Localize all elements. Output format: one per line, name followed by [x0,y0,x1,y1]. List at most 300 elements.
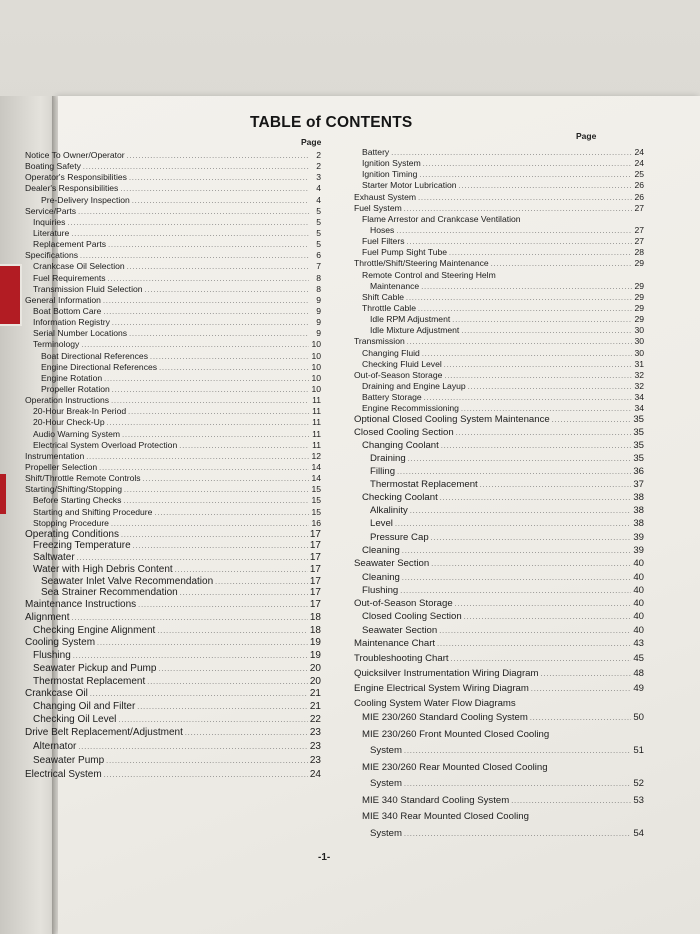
toc-entry-page: 39 [633,531,644,543]
toc-entry [354,668,644,683]
toc-entry [354,585,644,598]
dot-leader [437,641,631,648]
toc-entry-title: Engine Rotation [41,372,103,383]
toc-entry [25,576,321,588]
toc-entry-title: 20-Hour Break-In Period [33,406,127,417]
toc-entry-page: 23 [309,726,321,738]
toc-entry [354,158,644,169]
dot-leader [103,309,309,316]
toc-entry-title: Changing Coolant [362,440,439,452]
dot-leader [530,715,631,722]
toc-entry-page: 10 [311,383,321,394]
toc-entry [354,558,644,571]
toc-entry-title: Thermostat Replacement [33,675,146,687]
dot-leader [396,228,632,235]
toc-entry-title: Flame Arrestor and Crankcase Ventilation [362,213,521,224]
toc-entry [25,727,321,741]
dot-leader [215,579,308,586]
toc-entry-page: 9 [316,317,321,328]
toc-entry-title: Checking Coolant [362,491,438,503]
dot-leader [185,730,308,737]
toc-entry [354,778,644,795]
toc-entry-title: Seawater Section [362,624,438,636]
toc-entry-title: Seawater Inlet Valve Recommendation [41,575,214,587]
toc-entry [354,518,644,531]
toc-entry [25,676,321,689]
toc-entry-page: 8 [316,283,321,294]
toc-entry-page: 14 [311,473,321,484]
toc-entry [25,564,321,576]
toc-entry-page: 11 [312,395,321,406]
dot-leader [154,510,309,517]
toc-entry-page: 39 [633,544,644,556]
toc-entry-page: 23 [309,754,321,766]
toc-entry-title: Operator's Responsibilities [25,172,127,183]
toc-entry-title: Checking Fluid Level [362,358,442,369]
dot-leader [444,373,632,380]
dot-leader [175,567,308,574]
toc-entry [25,351,321,362]
toc-entry [354,225,644,236]
dot-leader [107,420,309,427]
dot-leader [444,362,632,369]
toc-entry [25,429,321,440]
dot-leader [127,153,309,160]
toc-entry [25,328,321,339]
toc-entry-title: Ignition Timing [362,169,418,180]
toc-entry-page: 29 [634,291,644,302]
dot-leader [455,601,632,608]
dot-leader [431,535,632,542]
dot-leader [77,555,308,562]
toc-entry-title: Alignment [25,611,70,623]
toc-entry [25,529,321,541]
toc-entry-page: 38 [633,518,644,530]
toc-entry [354,532,644,545]
toc-entry-title: Ignition System [362,158,421,169]
toc-entry [25,650,321,663]
toc-entry-page: 27 [634,236,644,247]
dot-leader [111,521,309,528]
dot-leader [407,339,632,346]
toc-entry-page: 15 [311,495,321,506]
toc-entry-page: 19 [309,637,321,649]
toc-entry-page: 11 [312,439,321,450]
dot-leader [104,772,308,779]
toc-entry-page: 2 [316,150,321,160]
toc-entry-page: 5 [316,205,321,216]
toc-entry-page: 40 [633,611,644,623]
toc-entry-page: 22 [309,714,321,726]
toc-entry-page: 17 [309,552,321,564]
toc-entry-title: Checking Engine Alignment [33,624,156,636]
toc-entry-page: 37 [633,478,644,490]
dot-leader [78,744,308,751]
toc-entry-title: Throttle Cable [362,302,416,313]
toc-entry-page: 16 [311,517,321,528]
dot-leader [120,186,309,193]
toc-entry-title: Replacement Parts [33,239,107,250]
toc-entry-page: 23 [309,740,321,752]
toc-entry [25,518,321,529]
toc-entry [354,466,644,479]
dot-leader [423,161,632,168]
toc-entry [25,714,321,727]
dot-leader [419,172,632,179]
toc-entry-page: 24 [634,147,644,157]
toc-entry [354,403,644,414]
toc-entry-page: 20 [309,662,321,674]
toc-entry-title: Out-of-Season Storage [354,369,443,380]
toc-entry [354,169,644,180]
toc-entry-title: Engine Recommissioning [362,403,459,414]
dot-leader [441,443,632,450]
toc-entry-page: 5 [316,227,321,238]
dot-leader [73,653,308,660]
dot-leader [511,798,631,805]
red-edge-marker [0,474,6,514]
dot-leader [118,717,308,724]
toc-entry [354,370,644,381]
toc-entry [354,203,644,214]
toc-entry [25,250,321,261]
toc-entry [354,762,644,779]
toc-entry-title: Cooling System [25,637,96,649]
dot-leader [103,298,309,305]
toc-entry-page: 10 [311,361,321,372]
dot-leader [83,164,309,171]
toc-entry-title: MIE 230/260 Rear Mounted Closed Cooling [362,761,548,773]
dot-leader [422,351,632,358]
dot-leader [449,250,632,257]
toc-entry [25,317,321,328]
toc-entry-title: Serial Number Locations [33,328,128,339]
toc-entry-page: 18 [309,611,321,623]
toc-entry-page: 40 [633,584,644,596]
toc-entry-title: Operation Instructions [25,395,110,406]
toc-entry-title: Boat Directional References [41,350,148,361]
toc-entry-title: Electrical System [25,768,102,780]
toc-entry [25,306,321,317]
toc-entry [354,795,644,812]
toc-entry [25,261,321,272]
toc-entry-title: Draining [370,453,406,465]
dot-leader [97,640,308,647]
dot-leader [431,561,631,568]
dot-leader [112,387,309,394]
toc-entry [25,495,321,506]
toc-entry-page: 5 [316,216,321,227]
toc-entry-page: 27 [634,224,644,235]
toc-entry-title: Fuel Requirements [33,272,106,283]
toc-entry-title: Notice To Owner/Operator [25,150,125,160]
toc-entry-title: Shift/Throttle Remote Controls [25,473,141,484]
toc-entry-page: 11 [312,417,321,428]
toc-entry-title: Pressure Cap [370,531,429,543]
toc-entry-title: Propeller Selection [25,461,98,472]
toc-entry [25,295,321,306]
toc-entry [354,440,644,453]
toc-entry-title: Optional Closed Cooling System Maintenance [354,414,550,426]
toc-entry-title: Literature [33,227,70,238]
toc-entry [354,270,644,281]
toc-entry [354,653,644,668]
toc-entry [354,281,644,292]
toc-entry [25,599,321,612]
toc-entry-title: Seawater Section [354,558,430,570]
toc-entry-page: 35 [633,427,644,439]
toc-entry-page: 53 [633,794,644,806]
toc-entry-title: System [370,745,402,757]
toc-entry [25,172,321,183]
toc-entry [354,811,644,828]
dot-leader [407,239,633,246]
toc-entry-title: Flushing [362,584,399,596]
toc-entry [354,683,644,698]
toc-entry [25,417,321,428]
dot-leader [408,456,632,463]
dot-leader [418,195,632,202]
toc-entry [25,150,321,161]
toc-entry-title: MIE 340 Standard Cooling System [362,794,510,806]
toc-entry-page: 17 [309,540,321,552]
toc-entry [25,406,321,417]
red-tab-marker [0,264,22,326]
toc-entry [25,451,321,462]
toc-entry-title: Service/Parts [25,205,77,216]
toc-entry-title: Hoses [370,224,395,235]
toc-entry-page: 5 [316,239,321,250]
toc-entry-title: Inquiries [33,216,66,227]
toc-entry-page: 15 [311,506,321,517]
toc-entry-title: Flushing [33,650,71,662]
toc-entry-page: 45 [633,652,644,664]
toc-entry-title: Fuel Filters [362,236,405,247]
toc-entry [354,745,644,762]
toc-entry-title: Starting/Shifting/Stopping [25,484,122,495]
toc-entry-page: 38 [633,505,644,517]
toc-entry [354,698,644,713]
toc-entry-page: 40 [633,598,644,610]
toc-entry-title: Thermostat Replacement [370,478,478,490]
dot-leader [397,469,631,476]
toc-entry [354,214,644,225]
toc-entry-title: Exhaust System [354,191,417,202]
dot-leader [402,548,631,555]
toc-entry-page: 21 [309,688,321,700]
dot-leader [137,704,308,711]
dot-leader [106,758,308,765]
toc-entry-page: 29 [634,258,644,269]
toc-entry-page: 38 [633,491,644,503]
dot-leader [90,691,308,698]
toc-entry [354,147,644,158]
toc-entry [25,625,321,638]
dot-leader [179,443,309,450]
toc-entry [25,362,321,373]
dot-leader [128,409,309,416]
toc-entry-title: Maintenance [370,280,420,291]
toc-entry-title: Changing Fluid [362,347,420,358]
dot-leader [540,671,631,678]
toc-entry-title: Saltwater [33,552,75,564]
toc-entry-page: 26 [634,180,644,191]
dot-leader [464,614,632,621]
toc-entry-title: Quicksilver Instrumentation Wiring Diagram [354,667,539,679]
toc-entry-title: Seawater Pickup and Pump [33,662,157,674]
toc-entry-title: Crankcase Oil [25,688,88,700]
toc-entry-page: 52 [633,778,644,790]
dot-leader [461,406,632,413]
toc-entry-title: Alternator [33,740,77,752]
toc-entry-page: 10 [311,339,321,350]
toc-entry-title: Specifications [25,250,79,261]
dot-leader [133,543,308,550]
toc-entry-page: 36 [633,465,644,477]
toc-entry-page: 40 [633,624,644,636]
toc-entry-page: 25 [634,169,644,180]
toc-entry-page: 15 [311,484,321,495]
toc-entry [354,192,644,203]
toc-entry-title: Maintenance Chart [354,637,436,649]
toc-entry [354,314,644,325]
toc-entry-title: Water with High Debris Content [33,563,173,575]
dot-leader [456,430,632,437]
toc-entry-title: Troubleshooting Chart [354,652,449,664]
toc-entry [25,339,321,350]
dot-leader [71,231,309,238]
dot-leader [71,615,307,622]
dot-leader [451,656,632,663]
toc-entry [354,492,644,505]
dot-leader [150,354,309,361]
toc-entry-title: Cleaning [362,571,400,583]
toc-entry-page: 9 [316,294,321,305]
dot-leader [81,342,309,349]
dot-leader [123,498,309,505]
toc-entry-title: Transmission [354,336,405,347]
toc-entry-page: 34 [634,403,644,414]
dot-leader [400,588,631,595]
toc-entry-page: 48 [633,667,644,679]
left-page-heading: Page [301,137,322,147]
toc-entry [25,769,321,783]
toc-entry-title: Propeller Rotation [41,383,110,394]
toc-entry-title: Cleaning [362,544,400,556]
toc-entry [354,303,644,314]
toc-entry-title: Audio Warning System [33,428,121,439]
toc-entry-page: 10 [311,372,321,383]
toc-entry [354,638,644,653]
dot-leader [459,183,632,190]
toc-entry [354,505,644,518]
toc-entry-title: Changing Oil and Filter [33,701,136,713]
toc-entry-title: Freezing Temperature [33,540,131,552]
toc-entry [25,540,321,552]
toc-entry [354,348,644,359]
dot-leader [112,320,309,327]
dot-leader [404,831,631,838]
toc-entry-page: 26 [634,191,644,202]
toc-entry-page: 17 [309,575,321,587]
dot-leader [410,508,631,515]
dot-leader [404,748,631,755]
toc-entry-page: 35 [633,414,644,426]
toc-entry [25,552,321,564]
toc-entry [354,545,644,558]
toc-entry [354,236,644,247]
toc-entry-page: 30 [634,336,644,347]
toc-entry-page: 31 [634,358,644,369]
toc-entry-title: Cooling System Water Flow Diagrams [354,697,516,709]
toc-entry [25,195,321,206]
toc-entry-page: 29 [634,302,644,313]
dot-leader [395,521,631,528]
toc-left-column [25,150,321,782]
toc-entry-page: 8 [316,272,321,283]
toc-entry-title: MIE 230/260 Front Mounted Closed Cooling [362,728,550,740]
toc-entry-page: 14 [311,461,321,472]
toc-entry-page: 18 [309,624,321,636]
toc-entry [354,414,644,427]
toc-entry [25,612,321,625]
dot-leader [158,666,307,673]
toc-entry-page: 17 [309,587,321,599]
toc-entry [354,258,644,269]
toc-entry [25,206,321,217]
dot-leader [439,628,631,635]
toc-entry-title: Instrumentation [25,450,85,461]
toc-entry-page: 35 [633,453,644,465]
toc-entry-page: 11 [312,428,321,439]
toc-right-column [354,147,644,844]
toc-entry-title: Alkalinity [370,505,408,517]
dot-leader [111,398,309,405]
toc-entry [354,336,644,347]
dot-leader [157,628,308,635]
toc-entry [354,479,644,492]
toc-entry-page: 28 [634,247,644,258]
dot-leader [159,365,309,372]
toc-entry-page: 27 [634,202,644,213]
toc-entry-page: 30 [634,325,644,336]
dot-leader [406,295,632,302]
dot-leader [129,175,309,182]
toc-entry-title: Pre-Delivery Inspection [41,194,130,205]
dot-leader [67,220,309,227]
dot-leader [147,679,308,686]
toc-entry-title: Starter Motor Lubrication [362,180,457,191]
dot-leader [124,487,309,494]
toc-entry [25,473,321,484]
toc-entry [25,663,321,676]
toc-entry [25,507,321,518]
dot-leader [145,287,309,294]
toc-entry [354,611,644,624]
dot-leader [132,198,309,205]
toc-entry-page: 21 [309,701,321,713]
toc-entry [354,729,644,746]
dot-leader [440,495,632,502]
toc-entry [25,273,321,284]
toc-entry-page: 40 [633,558,644,570]
toc-entry [25,701,321,714]
toc-entry [354,359,644,370]
dot-leader [491,261,632,268]
toc-entry-page: 29 [634,280,644,291]
toc-entry-page: 7 [316,261,321,272]
toc-entry-title: Engine Electrical System Wiring Diagram [354,682,529,694]
